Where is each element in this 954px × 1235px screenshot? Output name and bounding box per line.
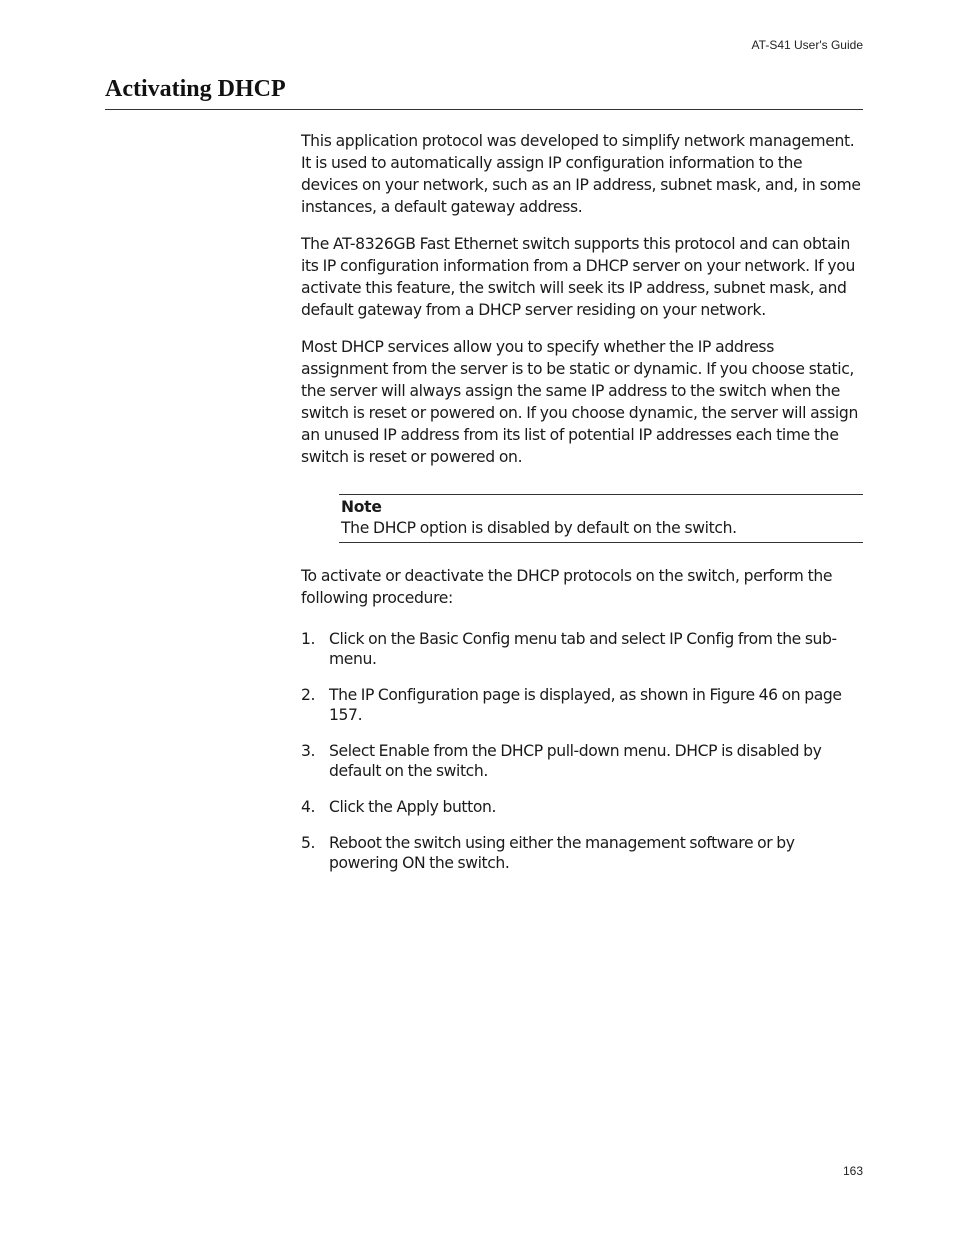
paragraph-intro: This application protocol was developed to simplify network management. It is used to automatically assign IP configuration information to the devices on your network, such as an IP address, subnet mask, and, in some instances, a default gateway address. [301,132,861,216]
procedure-step [301,629,863,669]
step-text: Click the Apply button. [329,798,497,816]
title-rule [105,109,863,110]
step-number: 5. [301,834,316,852]
note-box [339,494,863,543]
section-title: Activating DHCP [105,76,286,102]
running-header: AT-S41 User's Guide [751,38,863,52]
step-text: The IP Configuration page is displayed, as shown in Figure 46 on page 157. [329,686,842,724]
procedure-step [301,685,863,725]
step-number: 4. [301,798,316,816]
note-title: Note [341,498,382,516]
step-number: 2. [301,686,316,704]
body-column [301,130,863,889]
procedure-step [301,741,863,781]
procedure-step [301,833,863,873]
paragraph-switch-support: The AT-8326GB Fast Ethernet switch supports this protocol and can obtain its IP configuration information from a DHCP server on your network. If you activate this feature, the switch will seek its IP address, subnet mask, and default gateway from a DHCP server residing on your network. [301,235,855,319]
procedure-steps [301,629,863,873]
step-text: Select Enable from the DHCP pull-down menu. DHCP is disabled by default on the switch. [329,742,822,780]
page-number: 163 [842,1164,863,1178]
procedure-step [301,797,863,817]
step-number: 1. [301,630,316,648]
step-text: Reboot the switch using either the management software or by powering ON the switch. [329,834,795,872]
procedure-intro: To activate or deactivate the DHCP protocols on the switch, perform the following procedure: [301,567,833,607]
note-text: The DHCP option is disabled by default on the switch. [341,519,737,537]
step-text: Click on the Basic Config menu tab and select IP Config from the sub-menu. [329,630,837,668]
step-number: 3. [301,742,316,760]
paragraph-static-dynamic: Most DHCP services allow you to specify whether the IP address assignment from the server is to be static or dynamic. If you choose static, the server will always assign the same IP address to the switch when the switch is reset or powered on. If you choose dynamic, the server will assign an unused IP address from its list of potential IP addresses each time the switch is reset or powered on. [301,338,858,466]
